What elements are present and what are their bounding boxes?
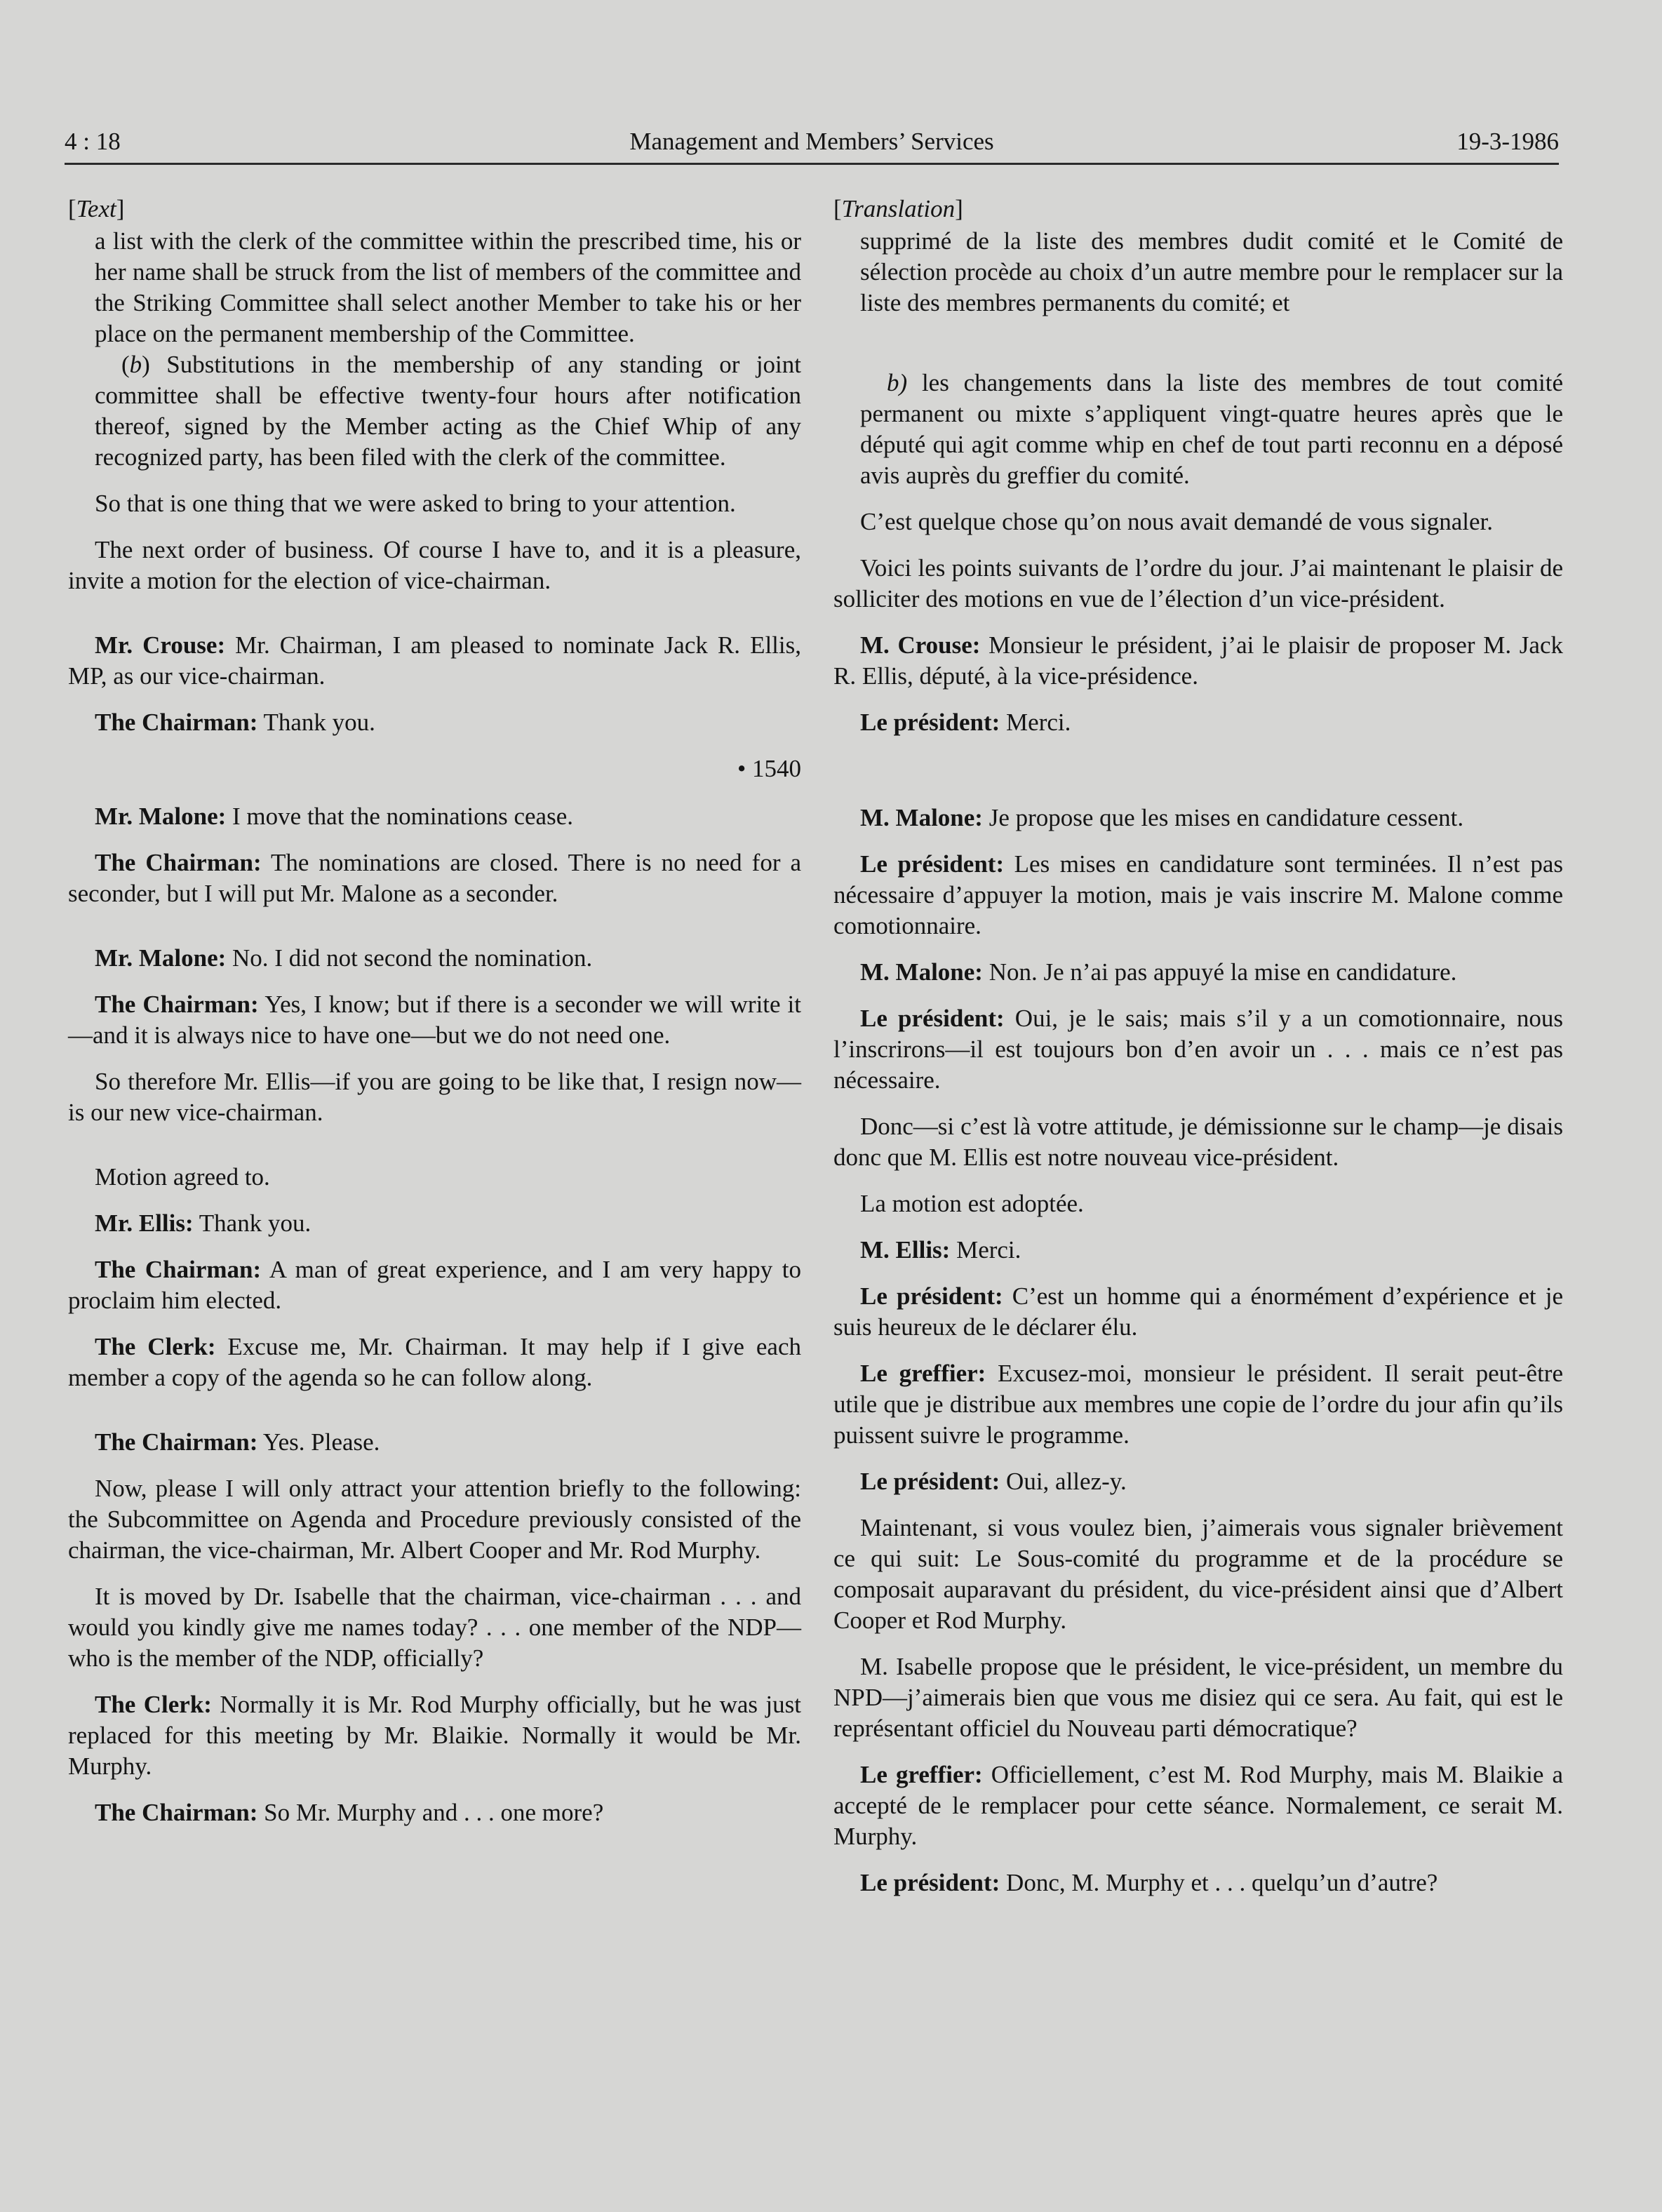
speech: The Chairman: So Mr. Murphy and . . . one more? bbox=[95, 1799, 604, 1826]
paragraph: supprimé de la liste des membres dudit comité et le Comité de sélection procède au choix d’un autre membre pour le remplacer sur la liste des membres permanents du comité; et bbox=[860, 227, 1563, 316]
language-label: [Translation] bbox=[833, 195, 963, 222]
speech: The Clerk: Excuse me, Mr. Chairman. It may help if I give each member a copy of the agenda so he can follow along. bbox=[68, 1333, 801, 1391]
paragraph: M. Isabelle propose que le président, le vice-président, un membre du NPD—j’aimerais bien que vous me disiez qui ce sera. Au fait, qui est le représentant officiel du Nouveau parti démocratique? bbox=[833, 1653, 1563, 1742]
page-title: Management and Members’ Services bbox=[629, 128, 994, 155]
paragraph: Donc—si c’est là votre attitude, je démissionne sur le champ—je disais donc que M. Ellis est notre nouveau vice-président. bbox=[833, 1113, 1563, 1171]
french-column bbox=[833, 194, 1563, 1914]
speech: Le président: C’est un homme qui a énormément d’expérience et je suis heureux de le déclarer élu. bbox=[833, 1282, 1563, 1341]
speech: The Chairman: Thank you. bbox=[95, 709, 375, 736]
speech: Mr. Crouse: Mr. Chairman, I am pleased to nominate Jack R. Ellis, MP, as our vice-chairman. bbox=[68, 631, 801, 690]
speech: The Chairman: Yes. Please. bbox=[95, 1428, 380, 1456]
paragraph: Now, please I will only attract your attention briefly to the following: the Subcommittee on Agenda and Procedure previously consisted of the chairman, the vice-chairman, Mr. Albert Cooper and Mr. Rod Murphy. bbox=[68, 1475, 801, 1564]
speech: The Clerk: Normally it is Mr. Rod Murphy officially, but he was just replaced for this meeting by Mr. Blaikie. Normally it would be Mr. Murphy. bbox=[68, 1691, 801, 1780]
speech: Le président: Oui, allez-y. bbox=[860, 1468, 1127, 1495]
speech: Le président: Les mises en candidature sont terminées. Il n’est pas nécessaire d’appuyer la motion, mais je vais inscrire M. Malone comme comotionnaire. bbox=[833, 850, 1563, 939]
speech: M. Crouse: Monsieur le président, j’ai le plaisir de proposer M. Jack R. Ellis, député, à la vice-présidence. bbox=[833, 631, 1563, 690]
speech: The Chairman: A man of great experience, and I am very happy to proclaim him elected. bbox=[68, 1256, 801, 1314]
speech: Le greffier: Excusez-moi, monsieur le président. Il serait peut-être utile que je distribue aux membres une copie de l’ordre du jour afin qu’ils puissent suivre le programme. bbox=[833, 1360, 1563, 1449]
paragraph-subsection-b: (b) Substitutions in the membership of any standing or joint committee shall be effective twenty-four hours after notification thereof, signed by the Member acting as the Chief Whip of any recognized party, has been filed with the clerk of the committee. bbox=[95, 351, 801, 471]
time-marker: • 1540 bbox=[737, 755, 801, 782]
speech: M. Ellis: Merci. bbox=[860, 1236, 1021, 1263]
speech: Le président: Donc, M. Murphy et . . . quelqu’un d’autre? bbox=[860, 1869, 1438, 1896]
paragraph: The next order of business. Of course I have to, and it is a pleasure, invite a motion for the election of vice-chairman. bbox=[68, 536, 801, 594]
speech: Le président: Merci. bbox=[860, 709, 1071, 736]
speech: M. Malone: Non. Je n’ai pas appuyé la mise en candidature. bbox=[860, 958, 1457, 986]
paragraph: a list with the clerk of the committee within the prescribed time, his or her name shall be struck from the list of members of the committee and the Striking Committee shall select another Member to take his or her place on the permanent membership of the Committee. bbox=[95, 227, 801, 347]
paragraph-subsection-b: b) les changements dans la liste des membres de tout comité permanent ou mixte s’appliquent vingt-quatre heures après que le député qui agit comme whip en chef de tout parti reconnu en a déposé avis auprès du greffier du comité. bbox=[860, 369, 1563, 489]
speech: The Chairman: Yes, I know; but if there is a seconder we will write it—and it is always nice to have one—but we do not need one. bbox=[68, 991, 802, 1049]
paragraph: So therefore Mr. Ellis—if you are going to be like that, I resign now—is our new vice-chairman. bbox=[68, 1068, 801, 1126]
paragraph: So that is one thing that we were asked to bring to your attention. bbox=[95, 490, 736, 517]
page-number: 4 : 18 bbox=[65, 128, 121, 155]
english-column bbox=[68, 194, 801, 1844]
speech: M. Malone: Je propose que les mises en candidature cessent. bbox=[860, 804, 1464, 831]
paragraph: Maintenant, si vous voulez bien, j’aimerais vous signaler brièvement ce qui suit: Le Sous-comité du programme et de la procédure se composait auparavant du président, du vice-président ainsi que d’Albert Cooper et Rod Murphy. bbox=[833, 1514, 1563, 1634]
speech: Mr. Malone: No. I did not second the nomination. bbox=[95, 944, 593, 972]
speech: Mr. Malone: I move that the nominations cease. bbox=[95, 803, 573, 830]
paragraph: Voici les points suivants de l’ordre du jour. J’ai maintenant le plaisir de solliciter des motions en vue de l’élection d’un vice-président. bbox=[833, 554, 1563, 612]
page-date: 19-3-1986 bbox=[1456, 128, 1559, 155]
motion-result: Motion agreed to. bbox=[95, 1163, 270, 1191]
motion-result: La motion est adoptée. bbox=[860, 1190, 1084, 1217]
speech: The Chairman: The nominations are closed. There is no need for a seconder, but I will put Mr. Malone as a seconder. bbox=[68, 849, 802, 907]
paragraph: C’est quelque chose qu’on nous avait demandé de vous signaler. bbox=[860, 508, 1494, 535]
language-label: [Text] bbox=[68, 195, 125, 222]
speech: Mr. Ellis: Thank you. bbox=[95, 1209, 311, 1237]
page-header bbox=[65, 121, 1559, 165]
speech: Le président: Oui, je le sais; mais s’il y a un comotionnaire, nous l’inscrirons—il est toujours bon d’en avoir un . . . mais ce n’est pas nécessaire. bbox=[833, 1005, 1563, 1094]
paragraph: It is moved by Dr. Isabelle that the chairman, vice-chairman . . . and would you kindly give me names today? . . . one member of the NDP—who is the member of the NDP, officially? bbox=[68, 1583, 801, 1672]
speech: Le greffier: Officiellement, c’est M. Rod Murphy, mais M. Blaikie a accepté de le remplacer pour cette séance. Normalement, ce serait M. Murphy. bbox=[833, 1761, 1563, 1850]
